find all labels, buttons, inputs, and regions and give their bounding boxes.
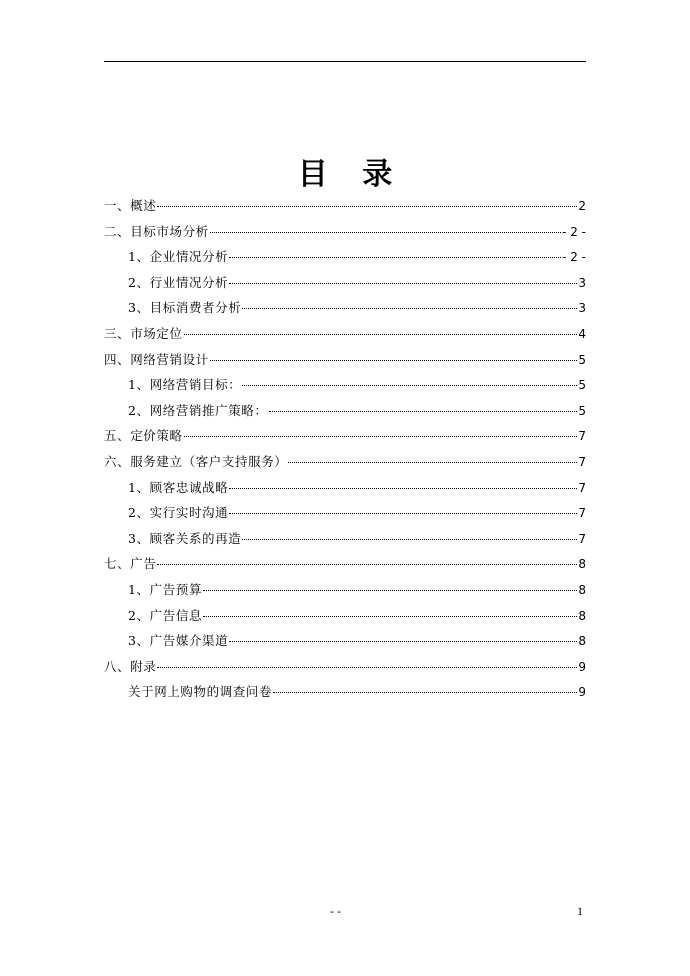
toc-entry[interactable] (104, 475, 586, 501)
dot-leader (157, 564, 577, 565)
toc-entry[interactable] (104, 500, 586, 526)
toc-entry-label: 关于网上购物的调查问卷 (128, 684, 273, 700)
toc-entry-label: 六、服务建立（客户支持服务） (104, 453, 288, 469)
toc-entry-label: 3、广告媒介渠道 (128, 633, 229, 649)
toc-entry[interactable] (104, 628, 586, 654)
toc-entry-label: 三、市场定位 (104, 325, 183, 341)
toc-entry-label: 2、广告信息 (128, 607, 203, 623)
dot-leader (242, 385, 577, 386)
toc-entry-label: 1、顾客忠诚战略 (128, 479, 229, 495)
dot-leader (288, 462, 577, 463)
toc-entry-label: 2、网络营销推广策略： (128, 402, 268, 418)
dot-leader (184, 334, 578, 335)
toc-entry-label: 二、目标市场分析 (104, 223, 209, 239)
toc-entry-page: 5 (578, 352, 586, 367)
toc-entry-page: 5 (578, 378, 586, 393)
toc-entry[interactable] (104, 551, 586, 577)
toc-entry-page: 8 (578, 634, 586, 649)
dot-leader (203, 616, 577, 617)
toc-entry-page: 5 (578, 403, 586, 418)
toc-entry-label: 八、附录 (104, 658, 157, 674)
dot-leader (229, 513, 577, 514)
dot-leader (157, 206, 577, 207)
toc-entry[interactable] (104, 449, 586, 475)
toc-entry-label: 七、广告 (104, 556, 157, 572)
toc-entry-label: 1、网络营销目标： (128, 377, 242, 393)
toc-entry[interactable] (104, 295, 586, 321)
toc-entry[interactable] (104, 270, 586, 296)
dot-leader (157, 667, 577, 668)
header-rule (104, 61, 586, 62)
toc-entry-page: 8 (578, 608, 586, 623)
toc-entry-label: 四、网络营销设计 (104, 351, 209, 367)
toc-entry-page: 8 (578, 557, 586, 572)
toc-entry-label: 2、行业情况分析 (128, 274, 229, 290)
dot-leader (229, 488, 577, 489)
toc-entry-page: 9 (578, 659, 586, 674)
toc-entry[interactable] (104, 603, 586, 629)
page-number: 1 (577, 904, 583, 918)
toc-entry-label: 一、概述 (104, 198, 157, 213)
toc-entry[interactable] (104, 526, 586, 552)
toc-entry[interactable] (104, 193, 586, 219)
toc-entry[interactable] (104, 219, 586, 245)
toc-entry[interactable] (104, 347, 586, 373)
toc-entry-page: 7 (578, 429, 586, 444)
dot-leader (242, 308, 577, 309)
dot-leader (210, 360, 578, 361)
toc-entry-label: 2、实行实时沟通 (128, 505, 229, 521)
toc-entry-label: 五、定价策略 (104, 428, 183, 444)
toc-entry-page: 2 (578, 199, 586, 213)
toc-entry-label: 3、目标消费者分析 (128, 300, 242, 316)
dot-leader (229, 257, 561, 258)
toc-entry-page: 7 (578, 531, 586, 546)
toc-entry-label: 1、广告预算 (128, 581, 203, 597)
toc-entry[interactable] (104, 372, 586, 398)
toc-entry-page: 4 (578, 326, 586, 341)
toc-entry-label: 1、企业情况分析 (128, 249, 229, 265)
toc-entry-page: 9 (578, 685, 586, 700)
toc-entry-page: - 2 - (562, 250, 586, 265)
dot-leader (229, 641, 577, 642)
page-title: 目 录 (297, 157, 405, 192)
toc-entry-page: 7 (578, 454, 586, 469)
toc-entry[interactable] (104, 679, 586, 705)
dot-leader (269, 411, 578, 412)
toc-entry-label: 3、顾客关系的再造 (128, 530, 242, 546)
toc-entry[interactable] (104, 577, 586, 603)
table-of-contents (104, 193, 586, 705)
dot-leader (273, 692, 577, 693)
toc-entry[interactable] (104, 244, 586, 270)
dot-leader (242, 539, 577, 540)
footer-center-text: - - (330, 904, 341, 918)
toc-entry[interactable] (104, 423, 586, 449)
toc-entry-page: 3 (578, 301, 586, 316)
dot-leader (184, 436, 578, 437)
toc-entry-page: 7 (578, 506, 586, 521)
toc-entry-page: 7 (578, 480, 586, 495)
toc-entry-page: - 2 - (562, 224, 586, 239)
dot-leader (203, 590, 577, 591)
dot-leader (229, 283, 577, 284)
toc-entry-page: 8 (578, 582, 586, 597)
toc-entry-page: 3 (578, 275, 586, 290)
toc-entry[interactable] (104, 398, 586, 424)
toc-entry[interactable] (104, 321, 586, 347)
toc-entry[interactable] (104, 654, 586, 680)
dot-leader (210, 232, 561, 233)
